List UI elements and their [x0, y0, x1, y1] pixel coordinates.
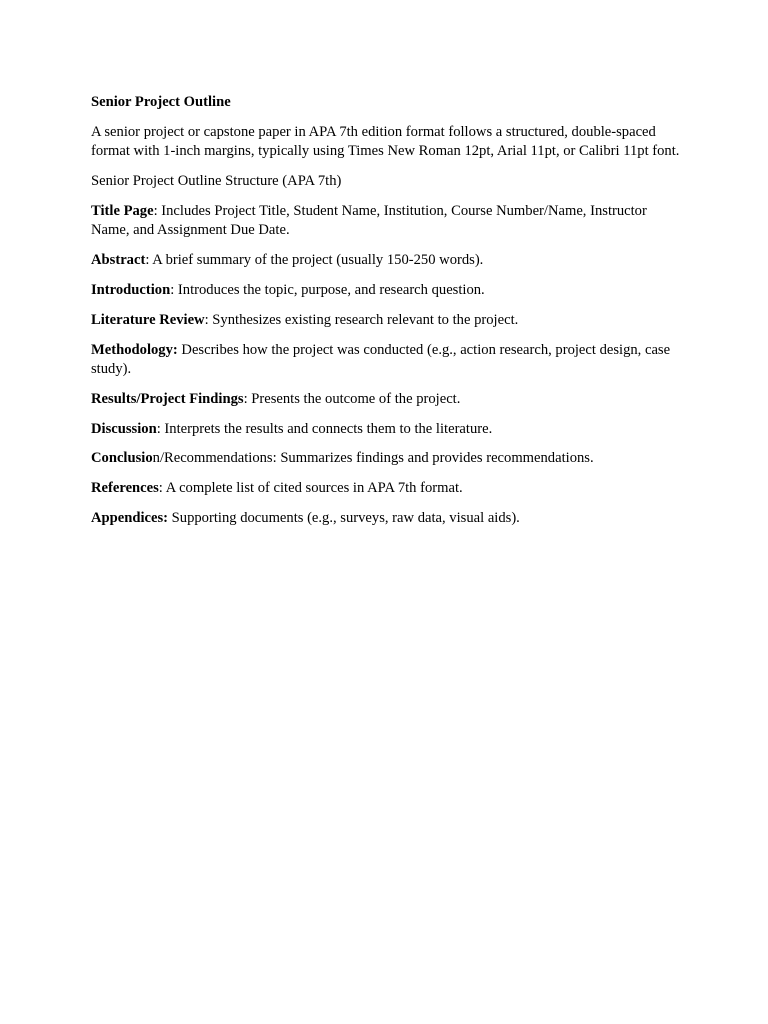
section-label: Literature Review [91, 311, 205, 328]
section-text: : A complete list of cited sources in APA 7th format. [158, 480, 463, 497]
section-label: References [91, 480, 159, 497]
section-text: : Synthesizes existing research relevant to the project. [204, 311, 519, 328]
section-text: Supporting documents (e.g., surveys, raw data, visual aids). [168, 510, 520, 527]
section-literature-review [91, 311, 687, 331]
section-text: n/Recommendations: Summarizes findings and provides recommendations. [152, 450, 594, 467]
document-body [91, 93, 687, 539]
section-conclusion [91, 449, 687, 469]
section-text: : Interprets the results and connects them to the literature. [156, 420, 493, 437]
section-text: : Includes Project Title, Student Name, Institution, Course Number/Name, Instructor Name, and Assignment Due Date. [91, 202, 647, 239]
intro-paragraph: A senior project or capstone paper in APA 7th edition format follows a structured, double-spaced format with 1-inch margins, typically using Times New Roman 12pt, Arial 11pt, or Calibri 11pt font. [91, 123, 680, 160]
section-text: : Presents the outcome of the project. [243, 390, 461, 407]
section-label: Introduction [91, 281, 171, 298]
section-label: Results/Project Findings [91, 390, 244, 407]
section-references [91, 479, 687, 499]
section-methodology [91, 341, 687, 380]
document-title: Senior Project Outline [91, 94, 231, 110]
section-results [91, 390, 687, 410]
section-label: Discussion [91, 420, 157, 437]
section-text: : Introduces the topic, purpose, and research question. [170, 281, 485, 298]
section-label: Appendices: [91, 510, 169, 527]
section-title-page [91, 202, 687, 241]
section-discussion [91, 420, 687, 440]
section-label: Title Page [91, 202, 154, 219]
section-abstract [91, 251, 687, 271]
section-label: Abstract [91, 252, 146, 269]
structure-heading: Senior Project Outline Structure (APA 7th) [91, 173, 342, 190]
section-text: : A brief summary of the project (usually 150-250 words). [145, 252, 484, 269]
section-text: Describes how the project was conducted (e.g., action research, project design, case study). [91, 341, 671, 378]
section-appendices [91, 509, 687, 529]
section-introduction [91, 281, 687, 301]
section-label: Methodology: [91, 341, 178, 358]
section-label: Conclusio [91, 450, 153, 467]
